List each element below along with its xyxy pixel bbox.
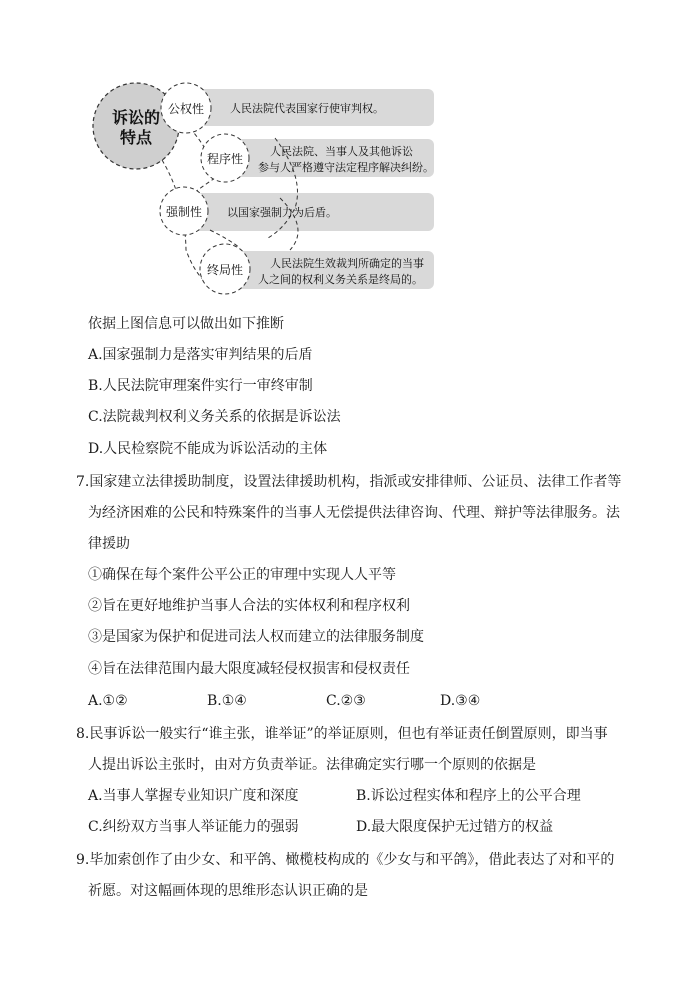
node-desc-4b: 人之间的权利义务关系是终局的。 xyxy=(258,273,423,286)
q8-option-a: A.当事人掌握专业知识广度和深度 xyxy=(88,788,299,804)
center-label-line2: 特点 xyxy=(119,128,153,147)
q8-stem-line2: 人提出诉讼主张时，由对方负责举证。法律确定实行哪一个原则的依据是 xyxy=(88,757,536,773)
node-desc-1: 人民法院代表国家行使审判权。 xyxy=(230,102,384,115)
q7-item-4: ④旨在法律范围内最大限度减轻侵权损害和侵权责任 xyxy=(88,661,410,677)
q7-option-a: A.①② xyxy=(88,693,128,709)
q6-option-d: D.人民检察院不能成为诉讼活动的主体 xyxy=(88,441,328,457)
q7-item-2: ②旨在更好地维护当事人合法的实体权利和程序权利 xyxy=(88,598,410,614)
q8-option-b: B.诉讼过程实体和程序上的公平合理 xyxy=(356,788,581,804)
node-label-2: 程序性 xyxy=(206,152,244,166)
q6-stem: 依据上图信息可以做出如下推断 xyxy=(88,316,284,332)
node-desc-3: 以国家强制力为后盾。 xyxy=(227,206,337,219)
q7-stem-line1: 7.国家建立法律援助制度，设置法律援助机构，指派或安排律师、公证员、法律工作者等 xyxy=(76,474,622,490)
node-label-1: 公权性 xyxy=(167,102,205,116)
q6-option-b: B.人民法院审理案件实行一审终审制 xyxy=(88,378,313,394)
node-desc-2a: 人民法院、当事人及其他诉讼 xyxy=(270,145,413,158)
q7-item-1: ①确保在每个案件公平公正的审理中实现人人平等 xyxy=(88,567,396,583)
q8-stem-line1: 8.民事诉讼一般实行“谁主张，谁举证”的举证原则，但也有举证责任倒置原则，即当事 xyxy=(76,726,608,742)
q8-option-d: D.最大限度保护无过错方的权益 xyxy=(356,819,554,835)
node-desc-4a: 人民法院生效裁判所确定的当事 xyxy=(270,257,424,270)
q9-stem-line1: 9.毕加索创作了由少女、和平鸽、橄榄枝构成的《少女与和平鸽》，借此表达了对和平的 xyxy=(76,852,615,868)
q9-stem-line2: 祈愿。对这幅画体现的思维形态认识正确的是 xyxy=(88,883,368,899)
q6-option-c: C.法院裁判权利义务关系的依据是诉讼法 xyxy=(88,409,341,425)
q7-option-d: D.③④ xyxy=(440,693,481,709)
q7-option-c: C.②③ xyxy=(326,693,366,709)
q6-option-a: A.国家强制力是落实审判结果的后盾 xyxy=(88,347,313,363)
q7-stem-line2: 为经济困难的公民和特殊案件的当事人无偿提供法律咨询、代理、辩护等法律服务。法 xyxy=(88,505,620,521)
q7-option-b: B.①④ xyxy=(207,693,247,709)
node-label-3: 强制性 xyxy=(165,205,203,219)
node-label-4: 终局性 xyxy=(206,263,244,277)
litigation-features-diagram xyxy=(90,78,440,298)
q7-item-3: ③是国家为保护和促进司法人权而建立的法律服务制度 xyxy=(88,629,424,645)
q7-stem-line3: 律援助 xyxy=(88,536,130,552)
node-desc-2b: 参与人严格遵守法定程序解决纠纷。 xyxy=(258,161,434,174)
q8-option-c: C.纠纷双方当事人举证能力的强弱 xyxy=(88,819,299,835)
center-label-line1: 诉讼的 xyxy=(111,108,161,127)
